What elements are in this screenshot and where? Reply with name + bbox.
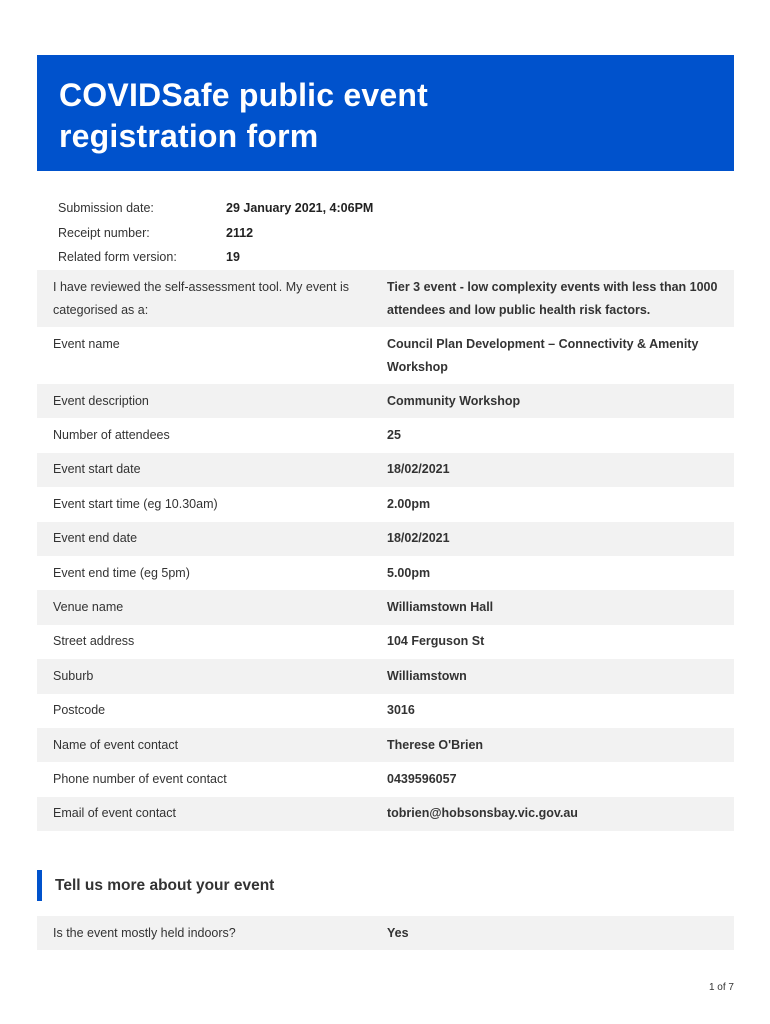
field-answer: Williamstown Hall bbox=[387, 600, 494, 615]
field-answer: 5.00pm bbox=[387, 565, 431, 580]
field-answer: 0439596057 bbox=[387, 771, 457, 786]
table-row bbox=[37, 556, 734, 590]
field-question: Is the event mostly held indoors? bbox=[53, 925, 236, 940]
table-row bbox=[37, 270, 734, 327]
field-answer: 2.00pm bbox=[387, 496, 431, 511]
field-answer: Yes bbox=[387, 925, 409, 940]
field-question: Name of event contact bbox=[53, 737, 179, 752]
section-heading bbox=[37, 870, 274, 901]
field-question: Email of event contact bbox=[53, 806, 176, 821]
field-question: Street address bbox=[53, 634, 135, 649]
field-question: Venue name bbox=[53, 600, 124, 615]
table-row bbox=[37, 797, 734, 831]
meta-value: 2112 bbox=[226, 225, 254, 240]
field-question: Event name bbox=[53, 337, 120, 351]
field-answer: 3016 bbox=[387, 703, 415, 718]
section-title: Tell us more about your event bbox=[55, 876, 275, 894]
table-row bbox=[37, 453, 734, 487]
field-answer: tobrien@hobsonsbay.vic.gov.au bbox=[387, 806, 578, 821]
table-row bbox=[37, 590, 734, 624]
table-row bbox=[37, 384, 734, 418]
field-answer: 25 bbox=[387, 428, 401, 443]
form-header bbox=[37, 55, 734, 171]
page-indicator: 1 of 7 bbox=[708, 982, 734, 993]
field-answer: Williamstown bbox=[387, 668, 467, 683]
field-question: Postcode bbox=[53, 703, 106, 718]
field-question: Number of attendees bbox=[53, 428, 170, 443]
field-answer: 18/02/2021 bbox=[387, 462, 450, 477]
table-row bbox=[37, 762, 734, 796]
table-row bbox=[37, 659, 734, 693]
table-row bbox=[37, 916, 734, 950]
table-row bbox=[37, 694, 734, 728]
table-row bbox=[37, 327, 734, 384]
field-question: Event end time (eg 5pm) bbox=[53, 565, 190, 580]
field-answer: 104 Ferguson St bbox=[387, 634, 485, 649]
field-question: I have reviewed the self-assessment tool. My event is categorised as a: bbox=[53, 280, 349, 317]
meta-row bbox=[58, 221, 738, 246]
table-row bbox=[37, 625, 734, 659]
table-row bbox=[37, 418, 734, 452]
meta-label: Receipt number: bbox=[58, 225, 150, 240]
field-answer: Council Plan Development – Connectivity & Amenity Workshop bbox=[387, 337, 699, 374]
meta-row bbox=[58, 245, 738, 270]
submission-meta bbox=[58, 196, 738, 270]
table-row bbox=[37, 487, 734, 521]
meta-row bbox=[58, 196, 738, 221]
event-details-table bbox=[37, 270, 734, 831]
field-question: Suburb bbox=[53, 668, 94, 683]
field-answer: 18/02/2021 bbox=[387, 531, 450, 546]
field-answer: Therese O'Brien bbox=[387, 737, 484, 752]
field-question: Phone number of event contact bbox=[53, 771, 227, 786]
field-question: Event start time (eg 10.30am) bbox=[53, 496, 218, 511]
page-title: COVIDSafe public event registration form bbox=[59, 77, 428, 154]
meta-value: 19 bbox=[226, 250, 240, 265]
field-question: Event start date bbox=[53, 462, 141, 477]
table-row bbox=[37, 522, 734, 556]
field-question: Event end date bbox=[53, 531, 138, 546]
meta-value: 29 January 2021, 4:06PM bbox=[226, 201, 374, 216]
field-answer: Community Workshop bbox=[387, 393, 521, 408]
meta-label: Related form version: bbox=[58, 250, 177, 265]
event-more-table bbox=[37, 916, 734, 950]
field-answer: Tier 3 event - low complexity events with less than 1000 attendees and low public health risk factors. bbox=[387, 280, 718, 317]
meta-label: Submission date: bbox=[58, 201, 154, 216]
field-question: Event description bbox=[53, 393, 149, 408]
table-row bbox=[37, 728, 734, 762]
